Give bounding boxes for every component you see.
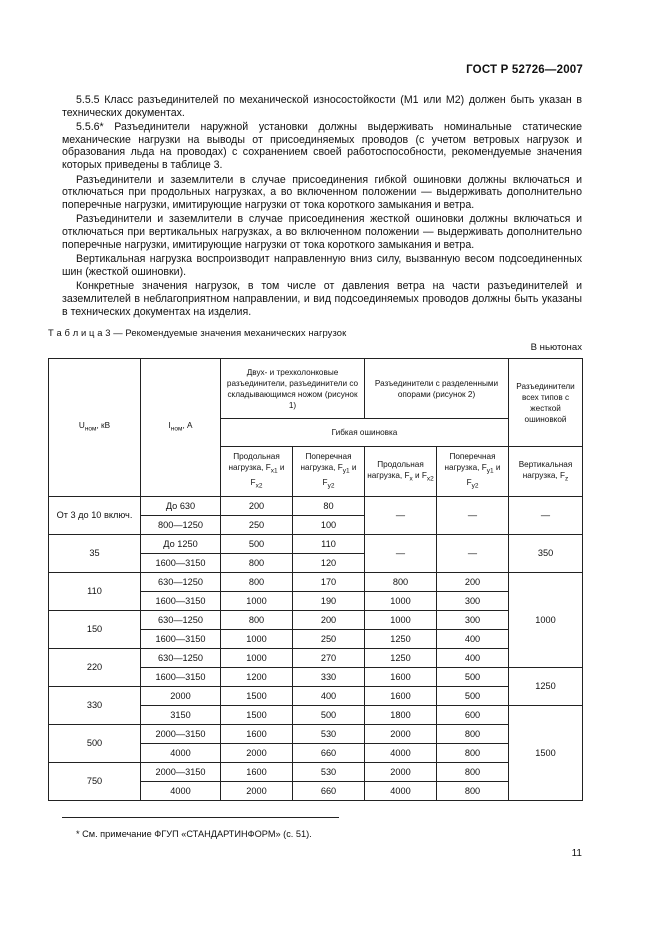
cell-u: 500 (49, 725, 141, 763)
paragraph: Конкретные значения нагрузок, в том числе от давления ветра на части разъединителей и заземлителей в неблагоприятном направлении, и вид подсоединяемых проводов должны быть указаны в технических документах на изделия. (62, 280, 582, 318)
cell-l2: 2000 (365, 763, 437, 782)
cell-i: 1600—3150 (141, 630, 221, 649)
cell-i: 4000 (141, 744, 221, 763)
cell-t1: 100 (293, 516, 365, 535)
cell-vertical: 350 (509, 535, 583, 573)
table-row (49, 649, 583, 668)
cell-u: 750 (49, 763, 141, 801)
cell-l2: 1800 (365, 706, 437, 725)
cell-t2: 500 (437, 687, 509, 706)
cell-l2: — (365, 497, 437, 535)
cell-t2: 800 (437, 744, 509, 763)
cell-t2: 200 (437, 573, 509, 592)
cell-i: До 1250 (141, 535, 221, 554)
header-transverse-1: Поперечная нагрузка, $F_{y1}$ и $F_{y2}$ (293, 447, 365, 497)
cell-t1: 190 (293, 592, 365, 611)
cell-t2: 600 (437, 706, 509, 725)
cell-t2: 500 (437, 668, 509, 687)
table-row (49, 573, 583, 592)
header-vertical: Вертикальная нагрузка, $F_z$ (509, 447, 583, 497)
cell-l1: 1000 (221, 649, 293, 668)
cell-i: 1600—3150 (141, 668, 221, 687)
table-units: В ньютонах (530, 342, 582, 353)
cell-t1: 500 (293, 706, 365, 725)
cell-l1: 500 (221, 535, 293, 554)
header-i-nom: $I_{ном}$, А (141, 359, 221, 497)
paragraph: Разъединители и заземлители в случае присоединения жесткой ошиновки должны включаться и отключаться при вертикальных нагрузках, а во включенном положении — выдерживать дополнительно поперечные нагрузки, имитирующие нагрузки от тока короткого замыкания и ветра. (62, 213, 582, 251)
cell-i: 4000 (141, 782, 221, 801)
cell-i: 630—1250 (141, 611, 221, 630)
cell-t1: 660 (293, 744, 365, 763)
document-header: ГОСТ Р 52726—2007 (466, 64, 583, 76)
cell-u: 220 (49, 649, 141, 687)
table-row (49, 535, 583, 554)
cell-l2: 1600 (365, 668, 437, 687)
cell-i: 630—1250 (141, 649, 221, 668)
header-group-1: Двух- и трехколонковые разъединители, разъединители со складывающимся ножом (рисунок 1) (221, 359, 365, 419)
cell-l2: 1000 (365, 611, 437, 630)
cell-l2: 1250 (365, 649, 437, 668)
header-longitudinal-1: Продольная нагрузка, $F_{x1}$ и $F_{x2}$ (221, 447, 293, 497)
cell-u: От 3 до 10 включ. (49, 497, 141, 535)
cell-l2: 1250 (365, 630, 437, 649)
cell-l1: 250 (221, 516, 293, 535)
cell-t1: 400 (293, 687, 365, 706)
header-transverse-2: Поперечная нагрузка, $F_{y1}$ и $F_{y2}$ (437, 447, 509, 497)
cell-t2: — (437, 535, 509, 573)
cell-l2: 1000 (365, 592, 437, 611)
cell-t1: 200 (293, 611, 365, 630)
cell-i: 2000—3150 (141, 725, 221, 744)
cell-t2: — (437, 497, 509, 535)
body-text (62, 94, 582, 320)
cell-t2: 400 (437, 630, 509, 649)
cell-t1: 270 (293, 649, 365, 668)
cell-i: 1600—3150 (141, 554, 221, 573)
cell-vertical: 1250 (509, 668, 583, 706)
cell-l1: 1000 (221, 592, 293, 611)
cell-vertical: 1500 (509, 706, 583, 801)
cell-t2: 300 (437, 611, 509, 630)
header-group-2: Разъединители с разделенными опорами (рисунок 2) (365, 359, 509, 419)
cell-l1: 1600 (221, 725, 293, 744)
cell-t1: 170 (293, 573, 365, 592)
header-u-nom: $U_{ном}$, кВ (49, 359, 141, 497)
cell-t1: 530 (293, 725, 365, 744)
header-flexible: Гибкая ошиновка (221, 419, 509, 447)
cell-t1: 120 (293, 554, 365, 573)
cell-i: 800—1250 (141, 516, 221, 535)
header-group-3: Разъединители всех типов с жесткой ошиновкой (509, 359, 583, 447)
cell-i: 3150 (141, 706, 221, 725)
cell-t1: 530 (293, 763, 365, 782)
cell-t1: 330 (293, 668, 365, 687)
cell-t2: 800 (437, 725, 509, 744)
cell-l2: 4000 (365, 744, 437, 763)
paragraph: Разъединители и заземлители в случае присоединения гибкой ошиновки должны включаться и отключаться при продольных нагрузках, а во включенном положении — выдерживать дополнительно поперечные нагрузки, имитирующие нагрузки от тока короткого замыкания и ветра. (62, 173, 582, 211)
table-row (49, 725, 583, 744)
cell-l1: 800 (221, 554, 293, 573)
cell-t2: 400 (437, 649, 509, 668)
cell-i: До 630 (141, 497, 221, 516)
cell-u: 150 (49, 611, 141, 649)
cell-u: 110 (49, 573, 141, 611)
cell-u: 330 (49, 687, 141, 725)
cell-t1: 80 (293, 497, 365, 516)
table-row (49, 763, 583, 782)
cell-l2: 1600 (365, 687, 437, 706)
cell-t1: 250 (293, 630, 365, 649)
cell-l1: 200 (221, 497, 293, 516)
table-row (49, 497, 583, 516)
cell-l1: 1500 (221, 687, 293, 706)
header-longitudinal-2: Продольная нагрузка, $F_x$ и $F_{x2}$ (365, 447, 437, 497)
cell-t1: 660 (293, 782, 365, 801)
loads-table (48, 358, 583, 801)
cell-t2: 800 (437, 763, 509, 782)
paragraph: 5.5.5 Класс разъединителей по механической износостойкости (М1 или М2) должен быть указан в технических документах. (62, 94, 582, 119)
table-row (49, 687, 583, 706)
table-row (49, 611, 583, 630)
cell-t1: 110 (293, 535, 365, 554)
cell-l1: 1200 (221, 668, 293, 687)
cell-i: 2000—3150 (141, 763, 221, 782)
cell-l1: 800 (221, 573, 293, 592)
cell-vertical: 1000 (509, 573, 583, 668)
paragraph: Вертикальная нагрузка воспроизводит направленную вниз силу, вызванную весом подсоединенных шин (жесткой ошиновки). (62, 253, 582, 278)
cell-i: 2000 (141, 687, 221, 706)
paragraph: 5.5.6* Разъединители наружной установки должны выдерживать номинальные статические механические нагрузки на выводы от присоединяемых проводов (с учетом ветровых нагрузок и образования льда на проводах) с сохранением своей работоспособности, рекомендуемые значения которых приведены в таблице 3. (62, 121, 582, 171)
cell-t2: 300 (437, 592, 509, 611)
footnote: * См. примечание ФГУП «СТАНДАРТИНФОРМ» (с. 51). (76, 829, 312, 839)
cell-l1: 2000 (221, 744, 293, 763)
footnote-divider (62, 817, 339, 818)
cell-t2: 800 (437, 782, 509, 801)
cell-l2: — (365, 535, 437, 573)
cell-l1: 1500 (221, 706, 293, 725)
cell-l1: 800 (221, 611, 293, 630)
cell-l1: 2000 (221, 782, 293, 801)
cell-l1: 1000 (221, 630, 293, 649)
cell-i: 630—1250 (141, 573, 221, 592)
cell-vertical: — (509, 497, 583, 535)
cell-l1: 1600 (221, 763, 293, 782)
page-number: 11 (571, 848, 582, 859)
cell-i: 1600—3150 (141, 592, 221, 611)
cell-l2: 2000 (365, 725, 437, 744)
cell-l2: 4000 (365, 782, 437, 801)
table-caption: Т а б л и ц а 3 — Рекомендуемые значения механических нагрузок (48, 327, 347, 338)
cell-l2: 800 (365, 573, 437, 592)
cell-u: 35 (49, 535, 141, 573)
